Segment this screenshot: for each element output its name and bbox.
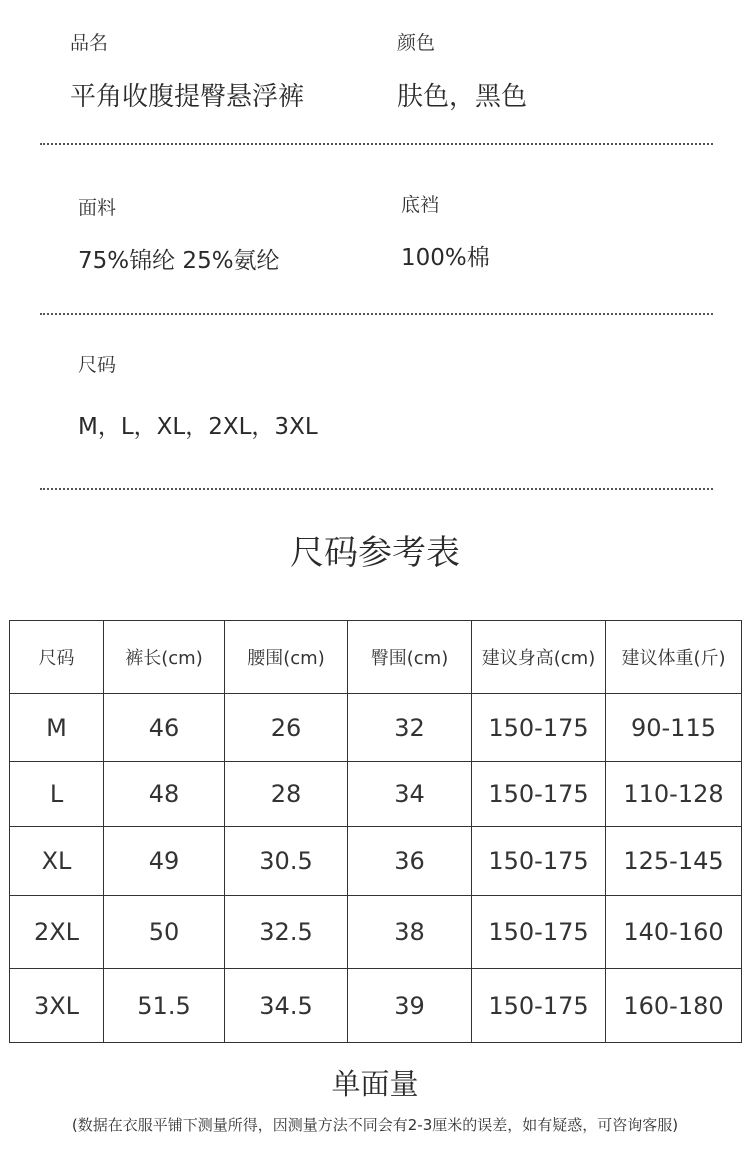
header-waist: 腰围(cm) [225, 621, 348, 694]
table-cell: 150-175 [472, 896, 606, 969]
table-cell: 28 [225, 762, 348, 827]
table-row [10, 694, 742, 762]
table-cell: 32.5 [225, 896, 348, 969]
size-chart-table [9, 620, 742, 1043]
fabric-value: 75%锦纶 25%氨纶 [78, 248, 280, 274]
table-cell: 49 [104, 827, 225, 896]
size-chart-title: 尺码参考表 [290, 533, 460, 573]
table-cell: 2XL [10, 896, 104, 969]
table-cell: 34 [348, 762, 472, 827]
header-height: 建议身高(cm) [472, 621, 606, 694]
table-cell: 150-175 [472, 762, 606, 827]
table-cell: 160-180 [606, 969, 742, 1043]
table-cell: 50 [104, 896, 225, 969]
measurement-note: (数据在衣服平铺下测量所得，因测量方法不同会有2-3厘米的误差，如有疑惑，可咨询客服) [71, 1116, 679, 1134]
table-cell: 26 [225, 694, 348, 762]
table-row [10, 969, 742, 1043]
dotted-divider [40, 143, 713, 145]
size-value: M，L，XL，2XL，3XL [78, 414, 318, 440]
table-cell: 38 [348, 896, 472, 969]
table-cell: 34.5 [225, 969, 348, 1043]
table-cell: 150-175 [472, 694, 606, 762]
table-cell: 110-128 [606, 762, 742, 827]
fabric-label: 面料 [78, 197, 117, 219]
header-size: 尺码 [10, 621, 104, 694]
crotch-value: 100%棉 [401, 245, 490, 271]
color-label: 颜色 [397, 32, 436, 54]
table-cell: 51.5 [104, 969, 225, 1043]
header-weight: 建议体重(斤) [606, 621, 742, 694]
dotted-divider [40, 488, 713, 490]
table-cell: 46 [104, 694, 225, 762]
unit-label: 单面量 [331, 1067, 419, 1101]
table-header-row [10, 621, 742, 694]
product-name-label: 品名 [70, 32, 109, 54]
table-cell: 32 [348, 694, 472, 762]
table-cell: XL [10, 827, 104, 896]
table-cell: 90-115 [606, 694, 742, 762]
product-name-value: 平角收腹提臀悬浮裤 [70, 82, 305, 112]
table-cell: 3XL [10, 969, 104, 1043]
header-hip: 臀围(cm) [348, 621, 472, 694]
dotted-divider [40, 313, 713, 315]
table-cell: 48 [104, 762, 225, 827]
header-length: 裤长(cm) [104, 621, 225, 694]
table-cell: 150-175 [472, 969, 606, 1043]
table-row [10, 896, 742, 969]
table-cell: M [10, 694, 104, 762]
table-cell: 140-160 [606, 896, 742, 969]
size-label: 尺码 [78, 354, 117, 376]
table-row [10, 762, 742, 827]
table-row [10, 827, 742, 896]
table-cell: 39 [348, 969, 472, 1043]
crotch-label: 底裆 [401, 194, 440, 216]
color-value: 肤色，黑色 [397, 82, 528, 112]
table-cell: L [10, 762, 104, 827]
table-cell: 30.5 [225, 827, 348, 896]
table-cell: 150-175 [472, 827, 606, 896]
table-cell: 36 [348, 827, 472, 896]
table-cell: 125-145 [606, 827, 742, 896]
